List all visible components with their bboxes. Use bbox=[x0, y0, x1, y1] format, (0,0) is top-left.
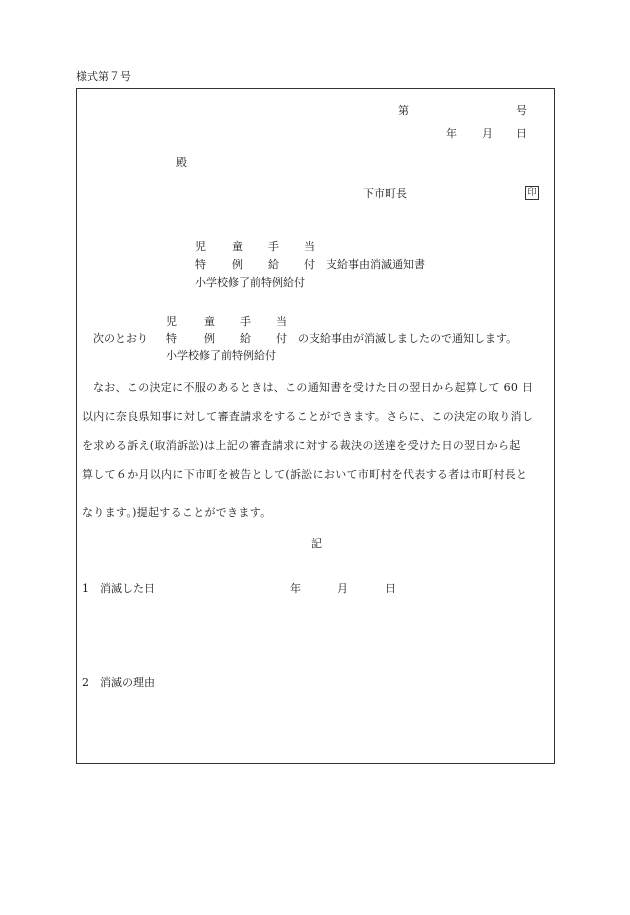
issuer-name: 下市町長 bbox=[363, 187, 407, 200]
document-title: 支給事由消滅通知書 bbox=[326, 258, 425, 271]
appeal-line-3: を求める訴え(取消訴訟)は上記の審査請求に対する裁決の送達を受けた日の翌日から起 bbox=[82, 439, 521, 452]
item1-year-label: 年 bbox=[290, 582, 301, 595]
notice-row2-char4: 付 bbox=[276, 332, 287, 345]
title-row2-char1: 特 bbox=[195, 258, 206, 271]
title-row3: 小学校修了前特例給付 bbox=[195, 276, 305, 289]
notice-row3: 小学校修了前特例給付 bbox=[166, 349, 276, 362]
notice-row1-char1: 児 bbox=[166, 315, 177, 328]
notice-row2-char3: 給 bbox=[240, 332, 251, 345]
notice-row1-char2: 童 bbox=[204, 315, 215, 328]
title-row1-char4: 当 bbox=[304, 240, 315, 253]
date-day-label: 日 bbox=[516, 127, 527, 140]
title-row2-char3: 給 bbox=[268, 258, 279, 271]
notice-statement: の支給事由が消滅しましたので通知します。 bbox=[298, 332, 518, 345]
title-row1-char2: 童 bbox=[232, 240, 243, 253]
document-number-suffix: 号 bbox=[516, 104, 527, 117]
date-year-label: 年 bbox=[446, 127, 457, 140]
item1-month-label: 月 bbox=[337, 582, 348, 595]
item2-number: 2 bbox=[82, 676, 89, 689]
date-month-label: 月 bbox=[482, 127, 493, 140]
appeal-line-5: なります。)提起することができます。 bbox=[82, 506, 272, 519]
document-number-prefix: 第 bbox=[398, 104, 409, 117]
ki-heading: 記 bbox=[311, 537, 322, 550]
addressee-suffix: 殿 bbox=[176, 156, 187, 169]
notice-row2-char1: 特 bbox=[166, 332, 177, 345]
form-frame bbox=[76, 88, 555, 764]
notice-row2-char2: 例 bbox=[204, 332, 215, 345]
notice-row1-char3: 手 bbox=[240, 315, 251, 328]
notice-row1-char4: 当 bbox=[276, 315, 287, 328]
title-row1-char1: 児 bbox=[195, 240, 206, 253]
item1-number: 1 bbox=[82, 582, 89, 595]
seal-mark: 印 bbox=[525, 186, 539, 200]
title-row2-char4: 付 bbox=[304, 258, 315, 271]
item2-label: 消滅の理由 bbox=[100, 676, 155, 689]
item1-label: 消滅した日 bbox=[100, 582, 155, 595]
title-row1-char3: 手 bbox=[268, 240, 279, 253]
appeal-line-2: 以内に奈良県知事に対して審査請求をすることができます。さらに、この決定の取り消し bbox=[82, 410, 534, 423]
title-row2-char2: 例 bbox=[232, 258, 243, 271]
appeal-line-1: なお、この決定に不服のあるときは、この通知書を受けた日の翌日から起算して 60 日 bbox=[93, 381, 534, 394]
item1-day-label: 日 bbox=[385, 582, 396, 595]
notice-prefix: 次のとおり bbox=[93, 332, 148, 345]
form-number-label: 様式第７号 bbox=[76, 70, 131, 83]
appeal-line-4: 算して６か月以内に下市町を被告として(訴訟において市町村を代表する者は市町村長と bbox=[82, 468, 528, 481]
